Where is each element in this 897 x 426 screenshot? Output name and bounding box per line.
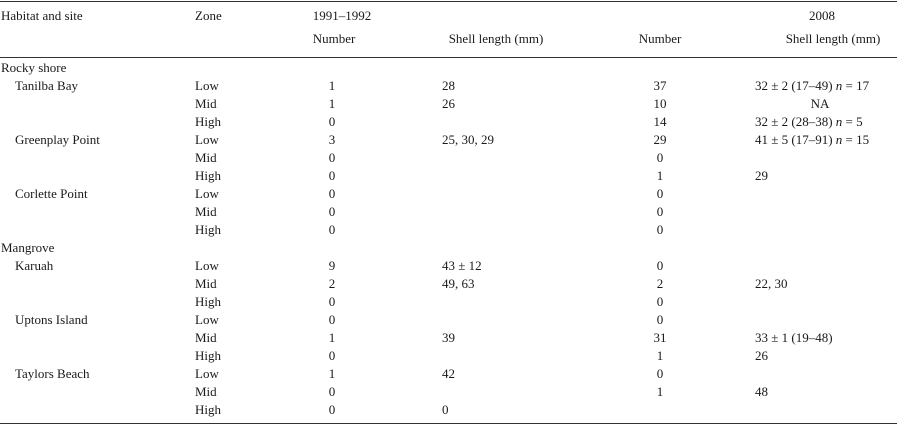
zone-cell: High: [195, 294, 221, 309]
habitat-mangrove: Mangrove: [1, 240, 55, 255]
zone-cell: High: [195, 348, 221, 363]
shell-length-2008-cell: 33 ± 1 (19–48): [755, 330, 833, 345]
zone-cell: Mid: [195, 276, 217, 291]
zone-cell: Mid: [195, 150, 217, 165]
shell-length-1991-cell: 49, 63: [442, 276, 475, 291]
shell-length-2008-cell: 29: [755, 168, 768, 183]
zone-cell: High: [195, 168, 221, 183]
shell-length-2008-cell: 41 ± 5 (17–91) n = 15: [755, 132, 870, 147]
zone-cell: Low: [195, 78, 219, 93]
header-zone: Zone: [195, 8, 222, 23]
table-top-rule: [0, 1, 897, 2]
site-uptons-island: Uptons Island: [15, 312, 88, 327]
table-bottom-rule: [0, 423, 897, 424]
zone-cell: Low: [195, 312, 219, 327]
shell-length-1991-cell: 25, 30, 29: [442, 132, 494, 147]
habitat-rocky-shore: Rocky shore: [1, 60, 67, 75]
site-corlette-point: Corlette Point: [15, 186, 88, 201]
zone-cell: High: [195, 114, 221, 129]
site-karuah: Karuah: [15, 258, 54, 273]
shell-length-2008-cell: 48: [755, 384, 768, 399]
zone-cell: Mid: [195, 204, 217, 219]
site-greenplay-point: Greenplay Point: [15, 132, 100, 147]
zone-cell: Low: [195, 186, 219, 201]
zone-cell: Mid: [195, 384, 217, 399]
site-tanilba-bay: Tanilba Bay: [15, 78, 78, 93]
shell-length-2008-cell: 26: [755, 348, 768, 363]
zone-cell: Low: [195, 366, 219, 381]
zone-cell: Mid: [195, 330, 217, 345]
table-header-rule: [0, 57, 897, 58]
shell-length-2008-cell: 32 ± 2 (28–38) n = 5: [755, 114, 863, 129]
site-taylors-beach: Taylors Beach: [15, 366, 90, 381]
shell-length-1991-cell: 42: [442, 366, 455, 381]
shell-length-1991-cell: 28: [442, 78, 455, 93]
zone-cell: Low: [195, 132, 219, 147]
shell-length-1991-cell: 39: [442, 330, 455, 345]
shell-length-2008-cell: 32 ± 2 (17–49) n = 17: [755, 78, 870, 93]
zone-cell: Mid: [195, 96, 217, 111]
zone-cell: High: [195, 402, 221, 417]
zone-cell: High: [195, 222, 221, 237]
shell-length-1991-cell: 43 ± 12: [442, 258, 482, 273]
shell-length-1991-cell: 0: [442, 402, 449, 417]
shell-length-1991-cell: 26: [442, 96, 455, 111]
header-habitat-site: Habitat and site: [1, 8, 83, 23]
shell-length-2008-cell: 22, 30: [755, 276, 788, 291]
zone-cell: Low: [195, 258, 219, 273]
